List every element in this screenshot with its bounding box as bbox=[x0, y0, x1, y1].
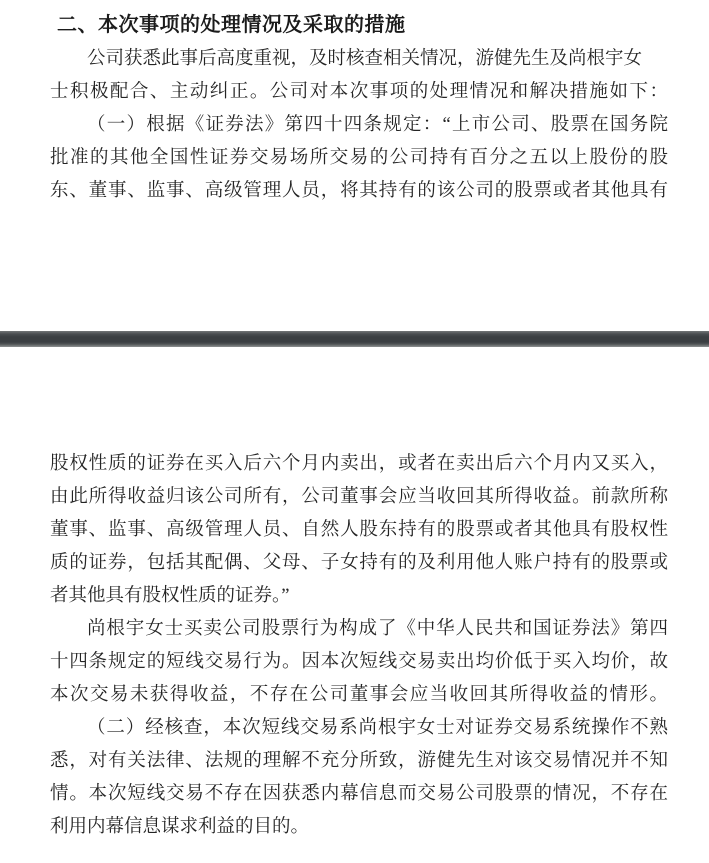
text-line: 士积极配合、主动纠正。公司对本次事项的处理情况和解决措施如下： bbox=[50, 82, 668, 102]
text-line: 东、董事、监事、高级管理人员，将其持有的该公司的股票或者其他具有 bbox=[50, 181, 668, 201]
text-line: 者其他具有股权性质的证券。” bbox=[50, 586, 290, 606]
text-line: 董事、监事、高级管理人员、自然人股东持有的股票或者其他具有股权性 bbox=[50, 520, 668, 540]
text-line: 批准的其他全国性证券交易场所交易的公司持有百分之五以上股份的股 bbox=[50, 148, 668, 168]
text-line: 股权性质的证券在买入后六个月内卖出，或者在卖出后六个月内又买入， bbox=[50, 454, 668, 474]
text-line: 质的证券，包括其配偶、父母、子女持有的及利用他人账户持有的股票或 bbox=[50, 553, 668, 573]
text-line: （二）经核查，本次短线交易系尚根宇女士对证券交易系统操作不熟 bbox=[87, 718, 668, 738]
pdf-page-2-top bbox=[0, 347, 709, 863]
text-line: 本次交易未获得收益，不存在公司董事会应当收回其所得收益的情形。 bbox=[50, 685, 668, 705]
section-heading: 二、本次事项的处理情况及采取的措施 bbox=[57, 14, 406, 36]
text-line: 由此所得收益归该公司所有，公司董事会应当收回其所得收益。前款所称 bbox=[50, 487, 668, 507]
page-break-gap bbox=[0, 331, 709, 347]
text-line: 利用内幕信息谋求利益的目的。 bbox=[50, 817, 310, 837]
pdf-page-1-bottom bbox=[0, 0, 709, 331]
text-line: 悉，对有关法律、法规的理解不充分所致，游健先生对该交易情况并不知 bbox=[50, 751, 668, 771]
text-line: （一）根据《证券法》第四十四条规定：“上市公司、股票在国务院 bbox=[87, 115, 668, 135]
text-line: 情。本次短线交易不存在因获悉内幕信息而交易公司股票的情况，不存在 bbox=[50, 784, 668, 804]
text-line: 公司获悉此事后高度重视，及时核查相关情况，游健先生及尚根宇女 bbox=[87, 49, 643, 69]
text-line: 尚根宇女士买卖公司股票行为构成了《中华人民共和国证券法》第四 bbox=[87, 619, 668, 639]
text-line: 十四条规定的短线交易行为。因本次短线交易卖出均价低于买入均价，故 bbox=[50, 652, 668, 672]
